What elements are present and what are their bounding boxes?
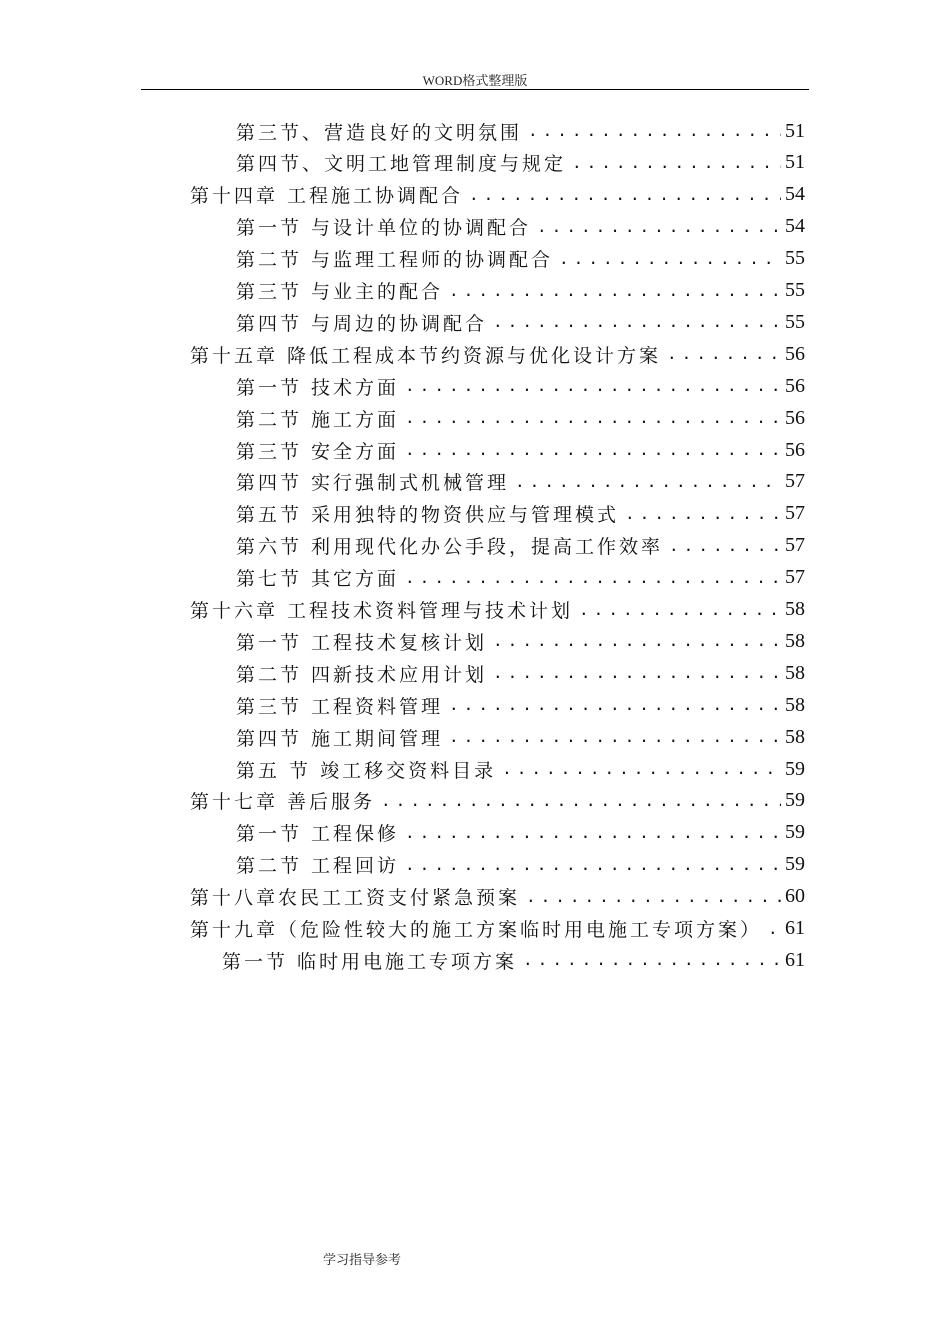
toc-section-entry: [236, 147, 805, 179]
toc-entry-title: 第十四章 工程施工协调配合: [190, 185, 464, 208]
toc-page-number: 56: [785, 406, 805, 429]
toc-page-number: 61: [785, 948, 805, 971]
toc-section-entry: [236, 689, 805, 721]
toc-page-number: 58: [785, 725, 805, 748]
toc-leader-dots: [449, 689, 781, 721]
toc-entry-title: 第十五章 降低工程成本节约资源与优化设计方案: [190, 344, 662, 367]
toc-entry-title: 第四节 施工期间管理: [236, 727, 444, 750]
toc-page-number: 58: [785, 661, 805, 684]
toc-section-entry: [236, 275, 805, 307]
toc-section-entry: [236, 817, 805, 849]
page-header: WORD格式整理版: [422, 73, 528, 88]
toc-leader-dots: [493, 306, 781, 338]
toc-entry-title: 第二节 施工方面: [236, 408, 400, 431]
toc-section-entry: [236, 530, 805, 562]
toc-chapter-entry: [190, 594, 805, 626]
toc-page-number: 55: [785, 247, 805, 270]
toc-entry-title: 第十七章 善后服务: [190, 791, 376, 814]
toc-entry-title: 第二节 四新技术应用计划: [236, 663, 488, 686]
toc-leader-dots: [493, 625, 781, 657]
toc-leader-dots: [625, 498, 781, 530]
toc-page-number: 57: [785, 502, 805, 525]
toc-page-number: 59: [785, 821, 805, 844]
toc-leader-dots: [449, 721, 781, 753]
toc-section-entry: [236, 753, 805, 785]
toc-chapter-entry: [190, 881, 805, 913]
toc-section-entry: [236, 562, 805, 594]
toc-page-number: 58: [785, 693, 805, 716]
toc-page-number: 54: [785, 215, 805, 238]
toc-page-number: 59: [785, 757, 805, 780]
toc-leader-dots: [502, 753, 781, 785]
toc-leader-dots: [515, 466, 781, 498]
toc-page-number: 57: [785, 566, 805, 589]
toc-page-number: 51: [785, 119, 805, 142]
toc-page-number: 57: [785, 470, 805, 493]
toc-section-entry: [236, 211, 805, 243]
toc-page-number: 58: [785, 598, 805, 620]
toc-entry-title: 第五 节 竣工移交资料目录: [236, 759, 497, 782]
toc-leader-dots: [449, 275, 781, 307]
toc-section-entry: [236, 721, 805, 753]
toc-leader-dots: [405, 562, 781, 594]
toc-leader-dots: [579, 594, 781, 626]
toc-entry-title: 第三节 工程资料管理: [236, 695, 444, 718]
toc-section-entry: [236, 306, 805, 338]
toc-page-number: 55: [785, 279, 805, 301]
toc-leader-dots: [526, 881, 781, 913]
toc-leader-dots: [572, 147, 781, 179]
toc-page-number: 59: [785, 789, 805, 812]
toc-page-number: 51: [785, 151, 805, 174]
toc-chapter-entry: [190, 179, 805, 211]
toc-section-entry: [236, 243, 805, 275]
toc-entry-title: 第五节 采用独特的物资供应与管理模式: [236, 504, 620, 527]
toc-leader-dots: [405, 434, 781, 466]
toc-page-number: 58: [785, 629, 805, 652]
toc-page-number: 55: [785, 310, 805, 333]
toc-section-entry: [222, 944, 805, 976]
toc-entry-title: 第六节 利用现代化办公手段，提高工作效率: [236, 536, 664, 559]
toc-leader-dots: [768, 913, 781, 945]
toc-leader-dots: [667, 338, 781, 370]
toc-section-entry: [236, 370, 805, 402]
toc-page-number: 60: [785, 885, 805, 908]
toc-entry-title: 第十六章 工程技术资料管理与技术计划: [190, 600, 574, 622]
toc-chapter-entry: [190, 785, 805, 817]
toc-page-number: 59: [785, 853, 805, 876]
toc-leader-dots: [405, 370, 781, 402]
toc-page-number: 56: [785, 438, 805, 461]
page-footer: 学习指导参考: [323, 1253, 402, 1268]
toc-entry-title: 第三节 与业主的配合: [236, 281, 444, 303]
header-rule: [141, 89, 809, 90]
toc-section-entry: [236, 115, 805, 147]
toc-entry-title: 第一节 工程技术复核计划: [236, 631, 488, 654]
toc-leader-dots: [469, 179, 781, 211]
toc-section-entry: [236, 498, 805, 530]
toc-leader-dots: [493, 657, 781, 689]
toc-leader-dots: [528, 115, 781, 147]
toc-leader-dots: [405, 817, 781, 849]
toc-leader-dots: [381, 785, 781, 817]
toc-entry-title: 第七节 其它方面: [236, 568, 400, 591]
toc-section-entry: [236, 625, 805, 657]
toc-section-entry: [236, 849, 805, 881]
toc-page-number: 57: [785, 534, 805, 557]
toc-entry-title: 第四节 与周边的协调配合: [236, 312, 488, 335]
toc-entry-title: 第二节 与监理工程师的协调配合: [236, 249, 554, 272]
toc-page-number: 61: [785, 917, 805, 939]
toc-page-number: 56: [785, 374, 805, 397]
toc-section-entry: [236, 402, 805, 434]
toc-chapter-entry: [190, 913, 805, 945]
toc-section-entry: [236, 466, 805, 498]
toc-entry-title: 第二节 工程回访: [236, 855, 400, 878]
toc-entry-title: 第一节 与设计单位的协调配合: [236, 217, 532, 240]
toc-section-entry: [236, 657, 805, 689]
toc-entry-title: 第一节 技术方面: [236, 376, 400, 399]
toc-entry-title: 第十八章农民工工资支付紧急预案: [190, 887, 521, 910]
toc-leader-dots: [537, 211, 781, 243]
toc-entry-title: 第三节、营造良好的文明氛围: [236, 121, 523, 144]
toc-page-number: 54: [785, 183, 805, 206]
toc-leader-dots: [405, 849, 781, 881]
toc-leader-dots: [405, 402, 781, 434]
toc-entry-title: 第十九章（危险性较大的施工方案临时用电施工专项方案）: [190, 919, 763, 941]
toc-entry-title: 第四节 实行强制式机械管理: [236, 472, 510, 495]
toc-section-entry: [236, 434, 805, 466]
toc-leader-dots: [559, 243, 781, 275]
toc-entry-title: 第一节 临时用电施工专项方案: [222, 950, 518, 973]
toc-leader-dots: [523, 944, 781, 976]
toc-chapter-entry: [190, 338, 805, 370]
toc-entry-title: 第一节 工程保修: [236, 823, 400, 846]
toc-entry-title: 第三节 安全方面: [236, 440, 400, 463]
toc-page-number: 56: [785, 342, 805, 365]
toc-leader-dots: [669, 530, 781, 562]
toc-entry-title: 第四节、文明工地管理制度与规定: [236, 153, 567, 176]
